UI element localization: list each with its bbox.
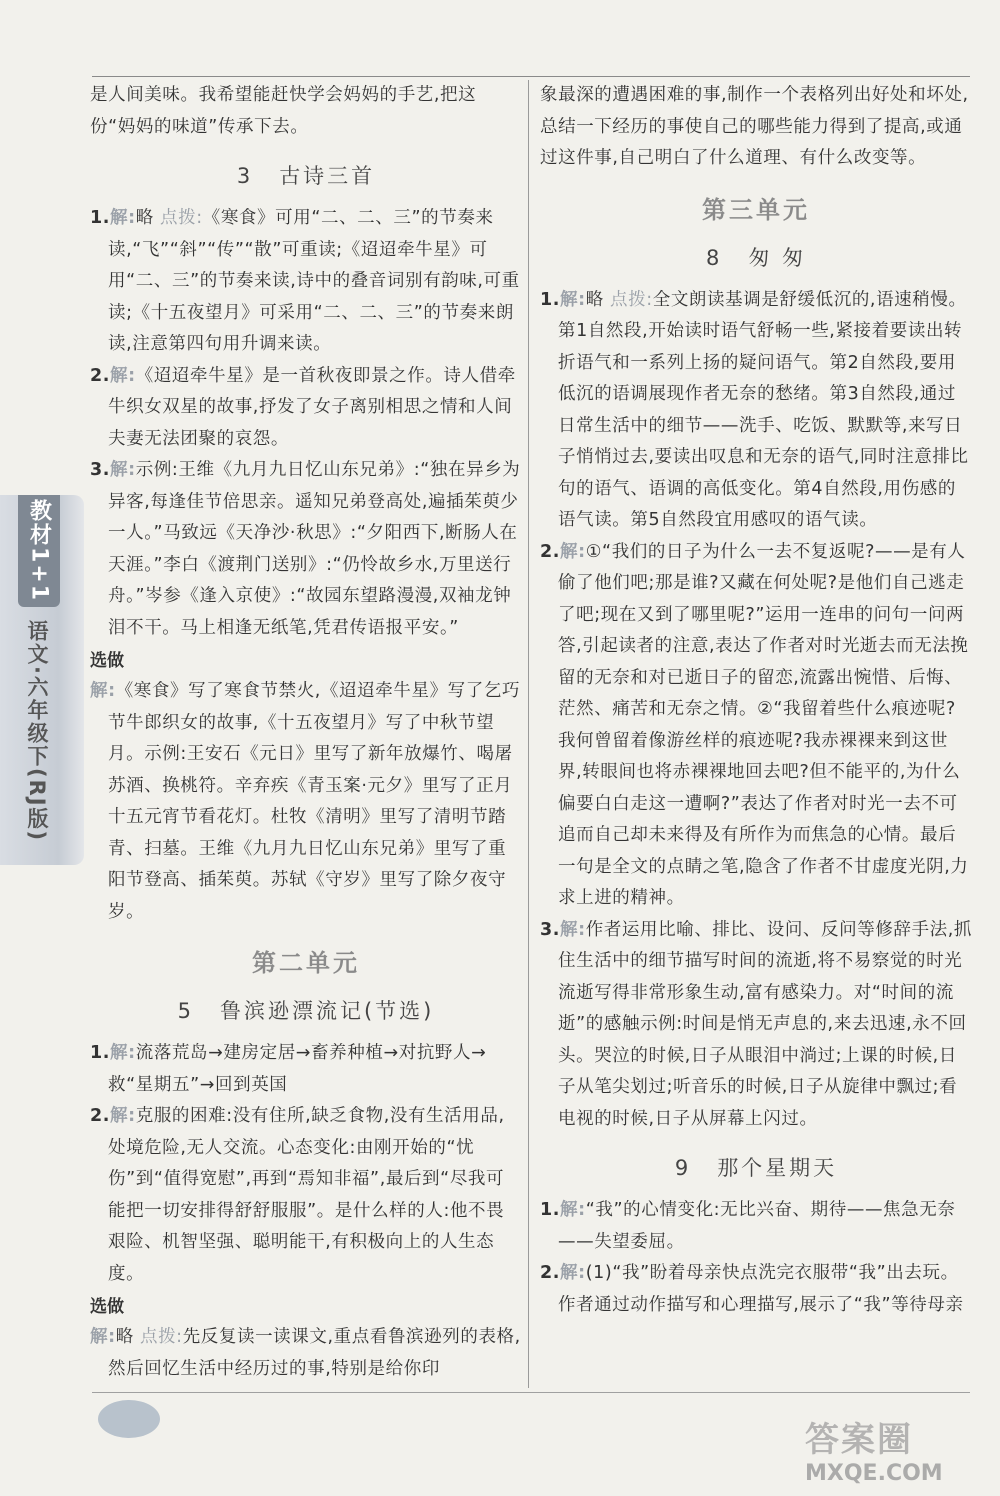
answer-text: 《迢迢牵牛星》是一首秋夜即景之作。诗人借牵牛织女双星的故事,抒发了女子离别相思之情和人间夫妻无法团聚的哀怨。 xyxy=(108,365,516,449)
watermark-logo xyxy=(805,1412,943,1486)
answer-marker: 解: xyxy=(110,1106,136,1126)
column-divider xyxy=(528,80,529,1388)
page-number-badge xyxy=(98,1400,160,1438)
question-number: 1. xyxy=(540,1200,561,1220)
lesson-title xyxy=(90,996,522,1026)
lesson-title xyxy=(90,161,522,191)
question-number: 2. xyxy=(540,1263,561,1283)
answer-text: 流落荒岛→建房定居→畜养种植→对抗野人→救“星期五”→回到英国 xyxy=(108,1043,487,1095)
question-number: 2. xyxy=(90,365,111,386)
answer-item xyxy=(540,285,972,537)
bottom-rule xyxy=(92,1392,970,1393)
optional-label: 选做 xyxy=(90,1297,124,1317)
answer-item xyxy=(540,1258,972,1321)
intro-text: 象最深的遭遇困难的事,制作一个表格列出好处和坏处,总结一下经历的事使自己的哪些能力得到了提高,或通过这件事,自己明白了什么道理、有什么改变等。 xyxy=(540,85,969,168)
answer-marker: 解: xyxy=(560,1200,586,1220)
answer-text: “我”的心情变化:无比兴奋、期待——焦急无奈——失望委屈。 xyxy=(558,1200,956,1252)
lesson-name: 匆 匆 xyxy=(748,245,807,270)
answer-marker: 解: xyxy=(90,681,116,701)
answer-text: 作者运用比喻、排比、设问、反问等修辞手法,抓住生活中的细节描写时间的流逝,将不易察觉的时光流逝写得非常形象生动,富有感染力。对“时间的流逝”的感触示例:时间是悄无声息的,来去迅速,永不回头。哭泣的时候,日子从眼泪中淌过;上课的时候,日子从笔尖划过;听音乐的时候,日子从旋律中飘过;看电视的时候,日子从屏幕上闪过。 xyxy=(558,919,972,1129)
lesson-title xyxy=(540,243,972,273)
answer-item xyxy=(90,203,522,361)
watermark-url: MXQE.COM xyxy=(805,1461,943,1486)
answer-marker: 解: xyxy=(560,919,586,940)
subject-label: 语文·六年级下(RJ版) xyxy=(25,620,49,843)
tip-text: 先反复读一读课文,重点看鲁滨逊列的表格,然后回忆生活中经历过的事,特别是给你印 xyxy=(108,1327,521,1379)
answer-text: 略 xyxy=(135,208,154,228)
right-column xyxy=(540,80,972,1321)
answer-item xyxy=(540,537,972,915)
tip-marker: 点拨: xyxy=(139,1327,183,1347)
lesson-number: 3 xyxy=(236,164,254,188)
answer-marker: 解: xyxy=(90,1327,116,1347)
lesson-number: 8 xyxy=(705,245,723,270)
lesson-number: 5 xyxy=(177,999,194,1023)
question-number: 3. xyxy=(90,460,111,480)
question-number: 1. xyxy=(540,289,561,310)
answer-text: 《寒食》写了寒食节禁火,《迢迢牵牛星》写了乞巧节牛郎织女的故事,《十五夜望月》写了中秋节望月。示例:王安石《元日》里写了新年放爆竹、喝屠苏酒、换桃符。辛弃疾《青玉案·元夕》里写了正月十五元宵节看花灯。杜牧《清明》里写了清明节踏青、扫墓。王维《九月九日忆山东兄弟》里写了重阳节登高、插茱萸。苏轼《守岁》里写了除夕夜守岁。 xyxy=(108,681,521,922)
answer-item xyxy=(90,1101,522,1290)
tip-text: 《寒食》可用“二、二、三”的节奏来读,“飞”“斜”“传”“散”可重读;《迢迢牵牛星》可用“二、三”的节奏来读,诗中的叠音词别有韵味,可重读;《十五夜望月》可采用“二、二、三”的节奏来朗读,注意第四句用升调来读。 xyxy=(108,208,520,354)
lesson-name: 鲁滨逊漂流记(节选) xyxy=(219,999,435,1023)
question-number: 1. xyxy=(90,1043,111,1063)
answer-marker: 解: xyxy=(110,460,136,480)
lesson-title xyxy=(540,1153,972,1183)
answer-item xyxy=(90,676,522,928)
unit-heading: 第二单元 xyxy=(252,949,360,977)
answer-item xyxy=(90,455,522,644)
question-number: 2. xyxy=(540,541,561,562)
unit-heading: 第三单元 xyxy=(702,195,810,224)
answer-text: 示例:王维《九月九日忆山东兄弟》:“独在异乡为异客,每逢佳节倍思亲。遥知兄弟登高处,遍插茱萸少一人。”马致远《天净沙·秋思》:“夕阳西下,断肠人在天涯。”李白《渡荆门送别》:“仍怜故乡水,万里送行舟。”岑参《逢入京使》:“故园东望路漫漫,双袖龙钟泪不干。马上相逢无纸笔,凭君传语报平安。” xyxy=(108,460,521,638)
answer-item xyxy=(540,1195,972,1258)
left-column xyxy=(90,80,522,1385)
answer-text: ①“我们的日子为什么一去不复返呢?——是有人偷了他们吧;那是谁?又藏在何处呢?是他们自己逃走了吧;现在又到了哪里呢?”运用一连串的问句一问两答,引起读者的注意,表达了作者对时光逝去而无法挽留的无奈和对已逝日子的留恋,流露出惋惜、后悔、茫然、痛苦和无奈之情。②“我留着些什么痕迹呢?我何曾留着像游丝样的痕迹呢?我赤裸裸来到这世界,转眼间也将赤裸裸地回去吧?但不能平的,为什么偏要白白走这一遭啊?”表达了作者对时光一去不可追而自己却未来得及有所作为而焦急的心情。最后一句是全文的点睛之笔,隐含了作者不甘虚度光阴,力求上进的精神。 xyxy=(558,541,969,908)
answer-item xyxy=(90,1038,522,1101)
watermark-text: 答案圈 xyxy=(805,1420,913,1460)
answer-text: (1)“我”盼着母亲快点洗完衣服带“我”出去玩。作者通过动作描写和心理描写,展示了“我”等待母亲 xyxy=(558,1263,964,1315)
answer-item xyxy=(90,1322,522,1385)
answer-item xyxy=(90,361,522,456)
answer-marker: 解: xyxy=(110,365,136,386)
answer-marker: 解: xyxy=(560,541,586,562)
lesson-number: 9 xyxy=(674,1156,692,1180)
tip-text: 全文朗读基调是舒缓低沉的,语速稍慢。第1自然段,开始读时语气舒畅一些,紧接着要读出转折语气和一系列上扬的疑问语气。第2自然段,要用低沉的语调展现作者无奈的愁绪。第3自然段,通过日常生活中的细节——洗手、吃饭、默默等,来写日子悄悄过去,要读出叹息和无奈的语气,同时注意排比句的语气、语调的高低变化。第4自然段,用伤感的语气读。第5自然段宜用感叹的语气读。 xyxy=(558,289,969,530)
tip-marker: 点拨: xyxy=(610,289,653,310)
question-number: 1. xyxy=(90,208,111,228)
lesson-name: 古诗三首 xyxy=(279,164,376,188)
question-number: 3. xyxy=(540,919,561,940)
book-series-tab xyxy=(18,495,60,607)
intro-text: 是人间美味。我希望能赶快学会妈妈的手艺,把这份“妈妈的味道”传承下去。 xyxy=(90,85,477,137)
top-rule xyxy=(92,76,970,77)
answer-marker: 解: xyxy=(560,289,586,310)
book-series-label: 教材1+1 xyxy=(26,499,52,603)
answer-marker: 解: xyxy=(110,1043,136,1063)
tip-marker: 点拨: xyxy=(160,208,203,228)
optional-label: 选做 xyxy=(90,651,124,671)
answer-item xyxy=(540,915,972,1136)
answer-text: 略 xyxy=(585,289,604,310)
lesson-name: 那个星期天 xyxy=(717,1156,838,1180)
question-number: 2. xyxy=(90,1106,111,1126)
side-tab xyxy=(0,495,84,865)
answer-text: 克服的困难:没有住所,缺乏食物,没有生活用品,处境危险,无人交流。心态变化:由刚开始的“忧伤”到“值得宽慰”,再到“焉知非福”,最后到“尽我可能把一切安排得舒舒服服”。是什么样的人:他不畏艰险、机智坚强、聪明能干,有积极向上的人生态度。 xyxy=(108,1106,505,1284)
answer-marker: 解: xyxy=(110,208,136,228)
answer-text: 略 xyxy=(115,1327,134,1347)
answer-marker: 解: xyxy=(560,1263,586,1283)
